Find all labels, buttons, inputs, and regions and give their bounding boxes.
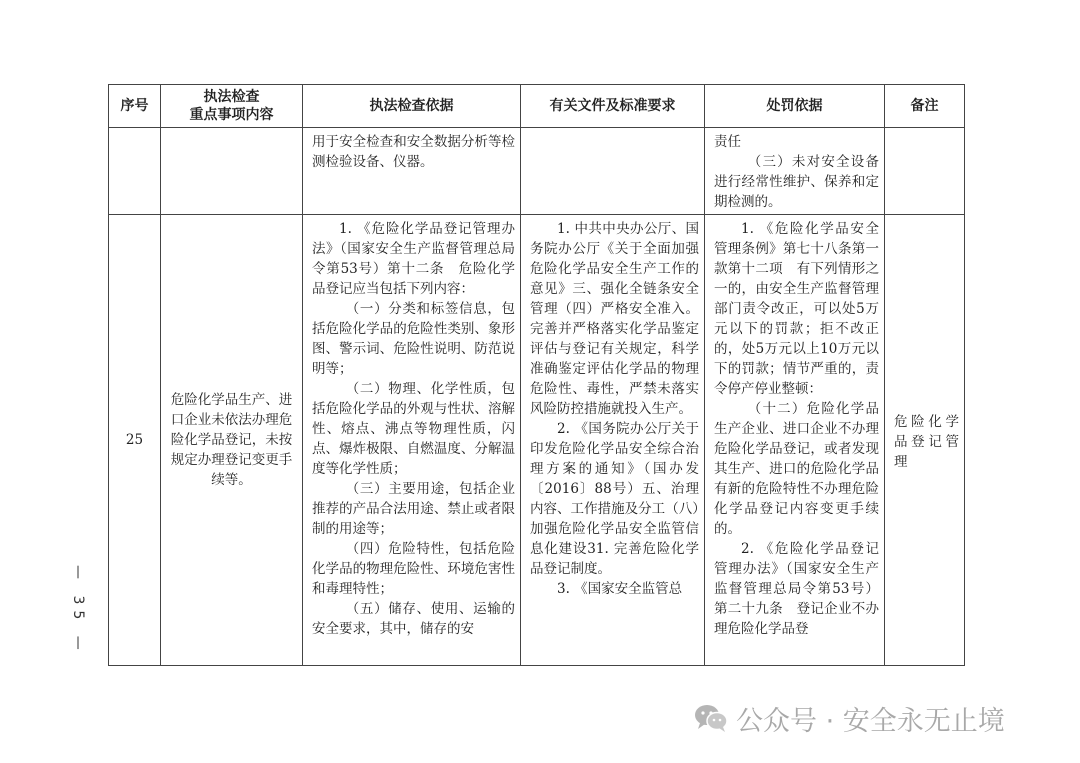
cont-penalty-line: （三）未对安全设备进行经常性维护、保养和定期检测的。 (714, 154, 879, 210)
basis-paragraph: （四）危险特性，包括危险化学品的物理危险性、环境危害性和毒理特性； (312, 541, 515, 597)
page-number: — 35 — (70, 565, 86, 656)
basis-paragraph: （一）分类和标签信息，包括危险化学品的危险性类别、象形图、警示词、危险性说明、防范说明等； (312, 301, 515, 377)
row-remark: 危险化学品登记管理 (894, 414, 959, 470)
header-item: 执法检查 重点事项内容 (161, 85, 303, 128)
header-docs: 有关文件及标准要求 (521, 85, 705, 128)
docs-paragraph: 3. 《国家安全监管总 (557, 581, 683, 597)
cont-number-cell (109, 128, 161, 215)
header-number: 序号 (109, 85, 161, 128)
cont-penalty-line: 责任 (714, 134, 741, 150)
cont-penalty-cell (705, 128, 885, 215)
basis-paragraph: （二）物理、化学性质，包括危险化学品的外观与性状、溶解性、熔点、沸点等物理性质，闪点、爆炸极限、自燃温度、分解温度等化学性质； (312, 381, 515, 477)
cont-docs-cell (521, 128, 705, 215)
basis-paragraph: （三）主要用途，包括企业推荐的产品合法用途、禁止或者限制的用途等； (312, 481, 515, 537)
docs-paragraph: 1. 中共中央办公厅、国务院办公厅《关于全面加强危险化学品安全生产工作的意见》三、强化全链条安全管理（四）严格安全准入。完善并严格落实化学品鉴定评估与登记有关规定，科学准确鉴定评估化学品的物理危险性、毒性，严禁未落实风险防控措施就投入生产。 (530, 221, 699, 417)
row-basis-cell (303, 215, 521, 666)
cont-basis-cell (303, 128, 521, 215)
header-remark: 备注 (885, 85, 965, 128)
row-item-text: 危险化学品生产、进口企业未依法办理危险化学品登记，未按规定办理登记变更手续等。 (170, 392, 293, 488)
enforcement-table (108, 84, 965, 666)
watermark (694, 700, 1005, 736)
table-row-continued (109, 128, 965, 215)
basis-paragraph: （五）储存、使用、运输的安全要求，其中，储存的安 (312, 601, 515, 637)
header-basis: 执法检查依据 (303, 85, 521, 128)
row-item (161, 215, 303, 666)
row-penalty-cell (705, 215, 885, 666)
row-remark-cell (885, 215, 965, 666)
header-penalty: 处罚依据 (705, 85, 885, 128)
watermark-text: 公众号 · 安全永无止境 (736, 705, 1005, 737)
row-docs-cell (521, 215, 705, 666)
table-row (109, 215, 965, 666)
table-header-row (109, 85, 965, 128)
docs-paragraph: 2. 《国务院办公厅关于印发危险化学品安全综合治理方案的通知》（国办发〔2016〕88号）五、治理内容、工作措施及分工（八）加强危险化学品安全监管信息化建设31. 完善危险化学品登记制度。 (530, 421, 699, 577)
cont-basis-text: 用于安全检查和安全数据分析等检测检验设备、仪器。 (312, 134, 515, 170)
penalty-paragraph: 2. 《危险化学品登记管理办法》（国家安全生产监督管理总局令第53号）第二十九条 登记企业不办理危险化学品登 (714, 541, 879, 637)
cont-item-cell (161, 128, 303, 215)
basis-paragraph: 1. 《危险化学品登记管理办法》（国家安全生产监督管理总局令第53号）第十二条 危险化学品登记应当包括下列内容： (312, 221, 515, 297)
wechat-icon (694, 703, 728, 733)
cont-remark-cell (885, 128, 965, 215)
row-number: 25 (109, 215, 161, 666)
penalty-paragraph: （十二）危险化学品生产企业、进口企业不办理危险化学品登记，或者发现其生产、进口的危险化学品有新的危险特性不办理危险化学品登记内容变更手续的。 (714, 401, 879, 537)
penalty-paragraph: 1. 《危险化学品安全管理条例》第七十八条第一款第十二项 有下列情形之一的，由安全生产监督管理部门责令改正，可以处5万元以下的罚款；拒不改正的，处5万元以上10万元以下的罚款；情节严重的，责令停产停业整顿： (714, 221, 879, 397)
